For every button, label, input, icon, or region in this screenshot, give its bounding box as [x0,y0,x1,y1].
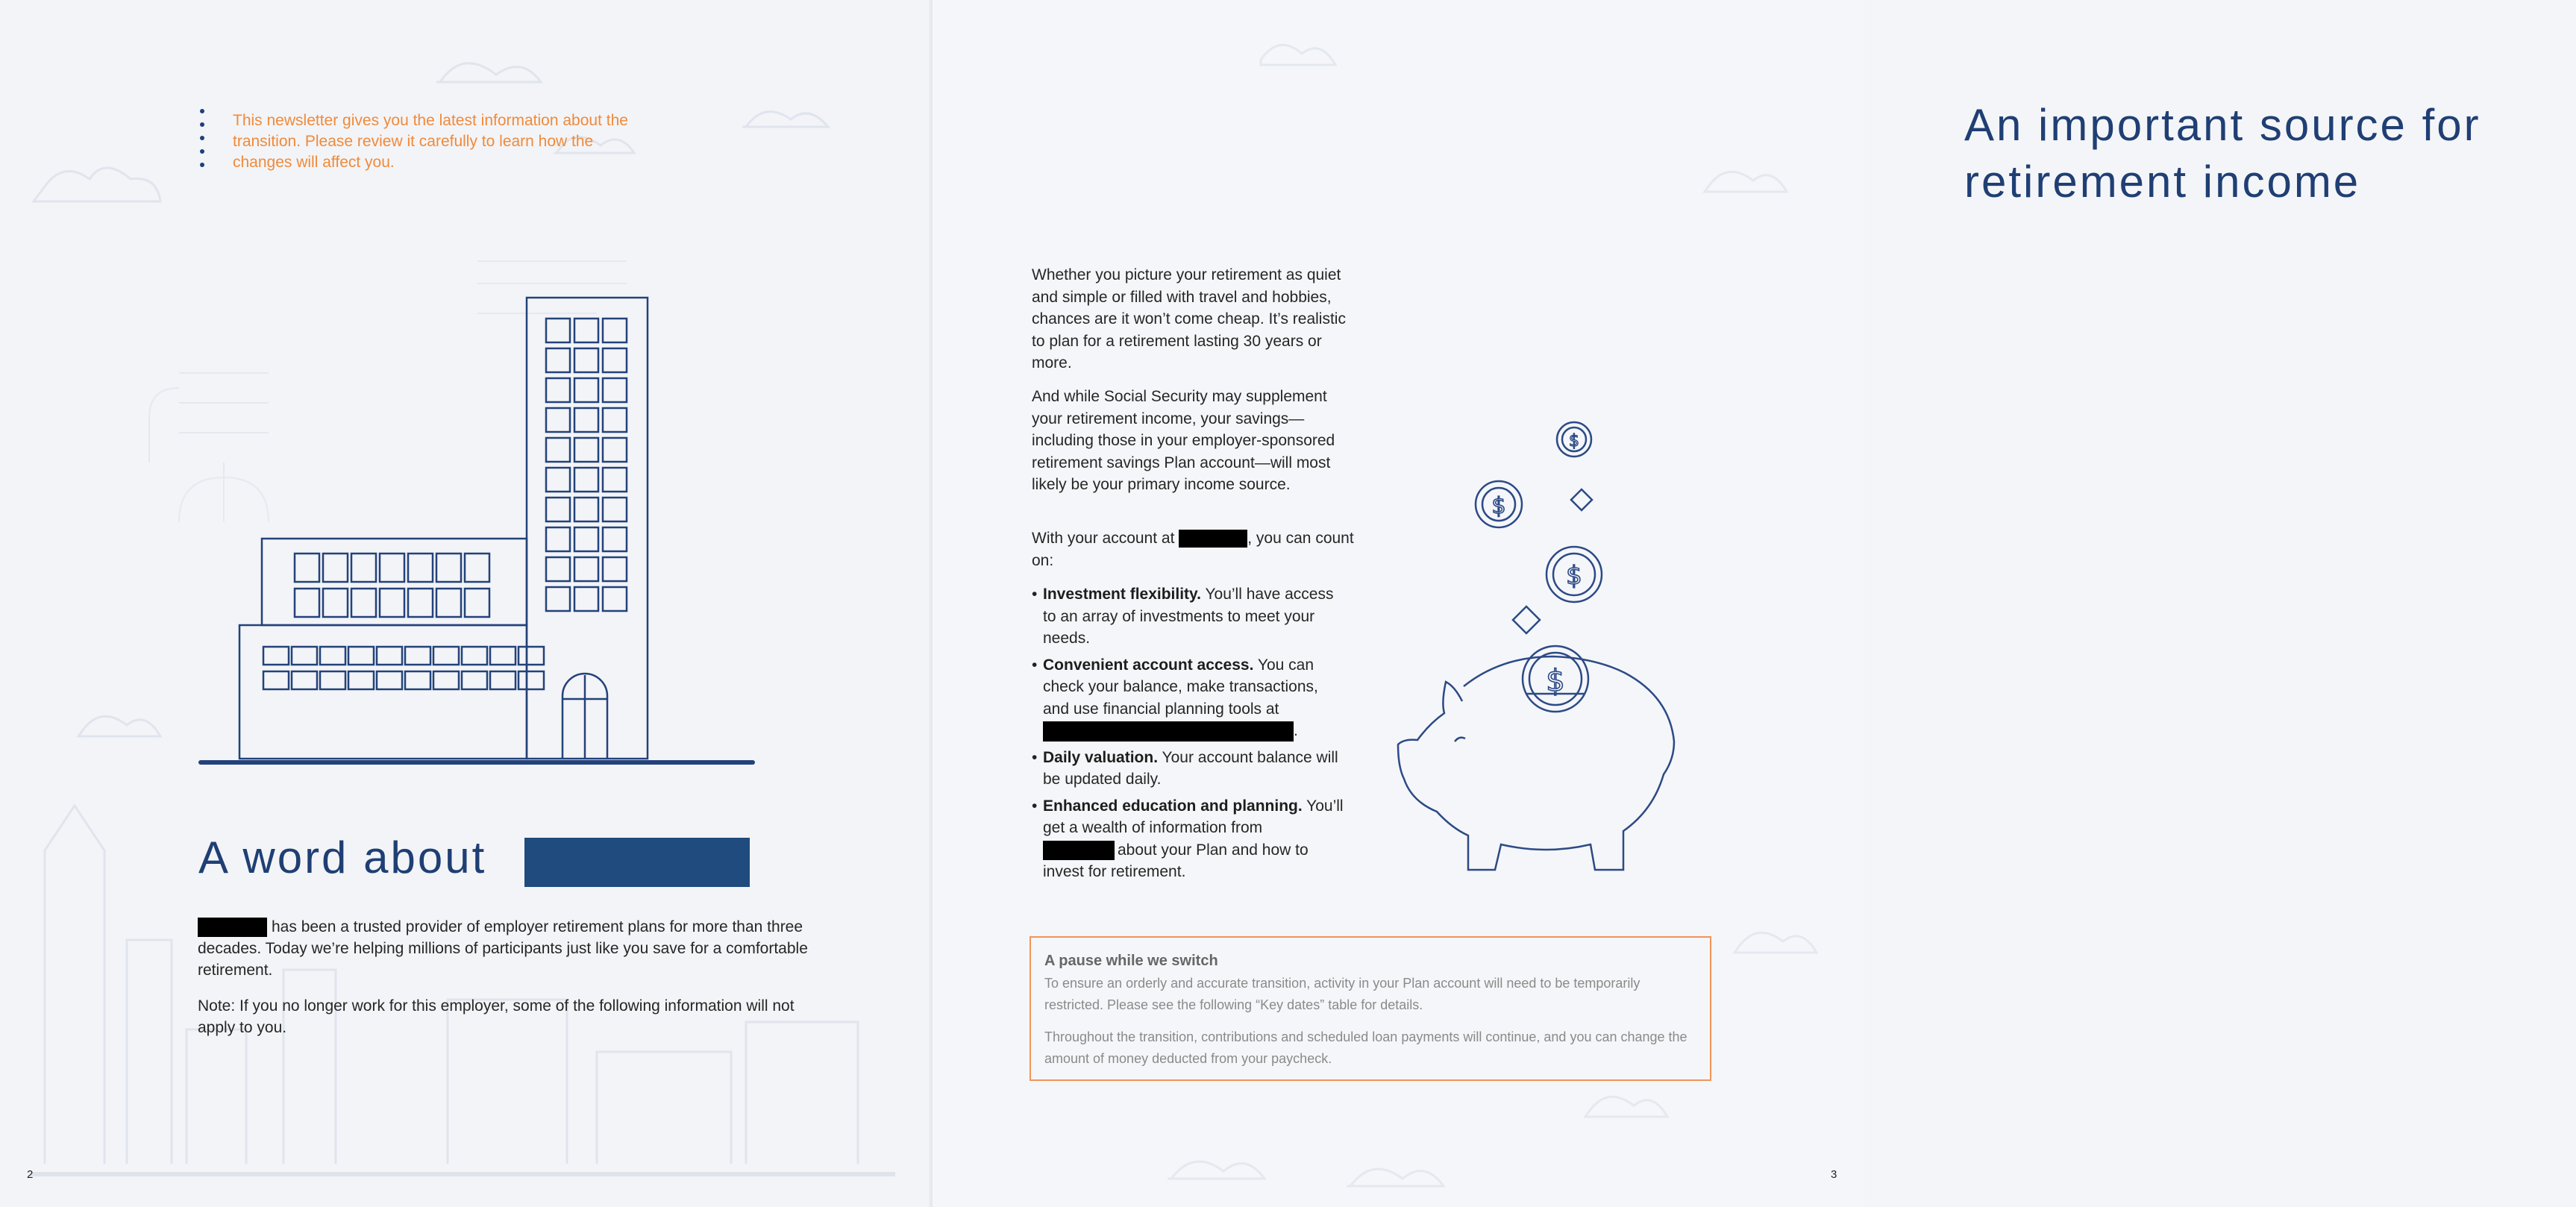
building-window [574,438,598,462]
svg-text:$: $ [1491,493,1506,519]
building-window [518,647,544,665]
building-window [546,348,570,372]
list-item [1032,795,1345,883]
intro-text: This newsletter gives you the latest information about the transition. Please review it carefully to learn how the changes will affect you. [233,112,628,171]
svg-text:$: $ [1566,561,1582,591]
building-window [603,557,627,581]
list-item [1032,747,1345,791]
building-window [295,589,319,617]
building-window [603,468,627,492]
account-intro-tail: , you can count on: [1032,530,1354,569]
paragraph-text: has been a trusted provider of employer retirement plans for more than three decades. Today we’re helping millions of participants just like you save for a comfortable retirement. [198,918,808,979]
list-item [1032,583,1345,650]
note-paragraph: Note: If you no longer work for this employer, some of the following information will not apply to you. [198,997,795,1036]
building-window [320,647,345,665]
building-illustration [198,295,765,772]
bullet-text: You’ll get a wealth of information from [1043,797,1344,836]
pause-notice-text-1: To ensure an orderly and accurate transition, activity in your Plan account will need to be temporarily restricted. Please see the following “Key dates” table for details. [1044,976,1640,1012]
building-window [603,408,627,432]
redaction-bar [198,918,267,937]
building-window [408,589,433,617]
pause-notice-box [1030,936,1711,1081]
list-item: • Convenient account access. You can check your balance, make transactions, and use financial planning tools at . [1032,654,1345,742]
redaction-bar [1043,841,1115,860]
building-window [405,671,430,689]
benefits-list [1032,583,1345,888]
building-window [546,498,570,521]
building-window [263,647,289,665]
building-window [490,671,515,689]
building-window [351,554,376,582]
building-window [603,348,627,372]
svg-text:$: $ [1569,432,1579,451]
bullet-heading: Daily valuation. [1043,748,1159,766]
page-number-right: 3 [1831,1168,1837,1181]
building-window [377,647,402,665]
bullet-text: about your Plan and how to invest for retirement. [1043,841,1309,880]
building-window [546,438,570,462]
building-window [603,498,627,521]
title-line-1: An important source for [1964,100,2481,150]
building-window [490,647,515,665]
building-window [574,468,598,492]
account-intro-paragraph [1032,527,1360,571]
building-window [603,319,627,342]
building-window [546,468,570,492]
building-window [348,671,374,689]
building-window [546,587,570,611]
building-window [603,527,627,551]
building-window [292,671,317,689]
building-window [518,671,544,689]
building-window [574,378,598,402]
building-window [295,554,319,582]
redaction-bar [1043,721,1294,742]
redacted-company-name-block [524,838,750,887]
bullet-text: You’ll have access to an array of investments to meet your needs. [1043,586,1334,647]
building-window [433,671,459,689]
building-window [546,378,570,402]
building-window [603,378,627,402]
building-window [292,647,317,665]
building-window [603,438,627,462]
building-window [348,647,374,665]
retirement-paragraph-2: And while Social Security may supplement your retirement income, your savings—including those in your employer-sponsored retirement savings Plan account—will most likely be your primary income source. [1032,388,1335,493]
bullet-text: Your account balance will be updated daily. [1043,748,1338,788]
section-title: A word about [198,833,487,882]
building-window [323,554,348,582]
building-window [546,527,570,551]
building-window [574,498,598,521]
svg-text:$: $ [1546,664,1565,698]
bullet-text: You can check your balance, make transactions, and use financial planning tools at [1043,656,1318,718]
building-window [433,647,459,665]
building-window [574,408,598,432]
building-window [574,557,598,581]
building-window [320,671,345,689]
bullet-heading: Convenient account access. [1043,656,1254,674]
piggy-bank-illustration [1395,418,1679,880]
bullet-dots-decoration [200,109,206,176]
building-window [546,319,570,342]
building-window [380,589,404,617]
building-window [574,587,598,611]
right-page [933,0,2481,1207]
bullet-heading: Investment flexibility. [1043,586,1201,603]
building-window [603,587,627,611]
redaction-bar [1179,530,1247,548]
building-window [408,554,433,582]
building-window [546,408,570,432]
building-window [465,589,489,617]
building-window [377,671,402,689]
building-window [462,671,487,689]
page-number-left: 2 [27,1168,34,1181]
building-window [436,589,461,617]
account-intro-text: With your account at [1032,530,1175,547]
retirement-paragraph-1: Whether you picture your retirement as quiet and simple or filled with travel and hobbies, chances are it won’t come cheap. It’s realistic to plan for a retirement lasting 30 years or more. [1032,266,1346,371]
building-window [405,647,430,665]
pause-notice-title: A pause while we switch [1044,953,1218,969]
building-window [263,671,289,689]
building-window [574,527,598,551]
intro-paragraph [198,916,809,981]
building-window [546,557,570,581]
bullet-heading: Enhanced education and planning. [1043,797,1303,815]
building-window [465,554,489,582]
building-window [574,319,598,342]
building-window [380,554,404,582]
right-page-title [1964,97,2576,210]
building-window [351,589,376,617]
left-page [0,0,933,1207]
pause-notice-text-2: Throughout the transition, contributions and scheduled loan payments will continue, and you can change the amount of money deducted from your paycheck. [1044,1029,1687,1066]
building-window [323,589,348,617]
building-window [436,554,461,582]
building-window [462,647,487,665]
building-window [574,348,598,372]
title-line-2: retirement income [1964,157,2361,207]
